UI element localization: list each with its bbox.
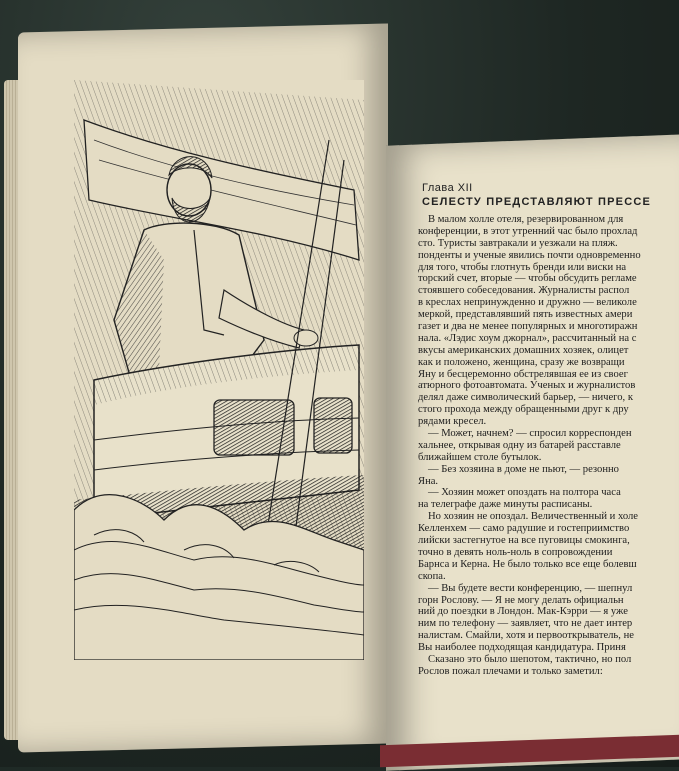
text-line: делял даже символический барьер, — ничего, к bbox=[418, 392, 634, 404]
text-line: — Вы будете вести конференцию, — шепнул bbox=[428, 582, 633, 594]
text-line: Но хозяин не опоздал. Величественный и холе bbox=[428, 511, 638, 523]
text-line: налистам. Смайли, хотя и первооткрыватель, не bbox=[418, 630, 634, 642]
text-line: Яну и бесцеремонно обстрелявшая ее из своег bbox=[418, 368, 628, 380]
text-line: хальнее, открывая одну из батарей расставле bbox=[418, 439, 621, 451]
chapter-title: СЕЛЕСТУ ПРЕДСТАВЛЯЮТ ПРЕССЕ bbox=[422, 196, 652, 208]
text-line: скопа. bbox=[418, 570, 446, 582]
text-line: на телеграфе даже минуты расписаны. bbox=[418, 499, 593, 511]
text-line: рядами кресел. bbox=[418, 416, 487, 428]
text-line: — Может, начнем? — спросил корреспонден bbox=[428, 428, 632, 440]
text-line: Сказано это было шепотом, тактично, но пол bbox=[428, 653, 632, 665]
text-line: атюрного фотоавтомата. Ученых и журналистов bbox=[418, 380, 636, 392]
text-line: — Хозяин может опоздать на полтора часа bbox=[428, 487, 621, 499]
text-line: как и положено, женщина, сразу же возвращи bbox=[418, 356, 625, 368]
text-line: Яна. bbox=[418, 475, 439, 487]
text-line: для того, чтобы глотнуть бренди или виски на bbox=[418, 261, 627, 273]
text-line: торский счет, вторые — чтобы обсудить регламе bbox=[418, 273, 637, 285]
chapter-text bbox=[418, 214, 679, 678]
text-line: в креслах непринужденно и дружно — великоле bbox=[418, 297, 637, 309]
text-line: — Без хозяина в доме не пьют, — резонно bbox=[428, 463, 619, 475]
text-line: меркой, представлявший пять известных амери bbox=[418, 309, 633, 321]
text-line: конференции, в этот утренний час было прохлад bbox=[418, 225, 638, 237]
text-line: нала. «Лэдис хоум джорнал», рассчитанный на с bbox=[418, 332, 637, 344]
text-line: стого прохода между обращенными друг к дру bbox=[418, 404, 629, 416]
chapter-label: Глава XII bbox=[422, 182, 473, 194]
text-line: газет и два не менее популярных и многотиражн bbox=[418, 321, 638, 333]
text-line: ближайшем столе бутылок. bbox=[418, 451, 542, 463]
text-line: точно в девять ноль-ноль в сопровождении bbox=[418, 546, 613, 558]
text-line: горн Рослову. — Я не могу делать официальн bbox=[418, 594, 624, 606]
text-line: Келленхем — само радушие и гостеприимство bbox=[418, 523, 630, 535]
text-line: сто. Туристы завтракали и уезжали на пляж. bbox=[418, 237, 618, 249]
text-line: Рослов пожал плечами и только заметил: bbox=[418, 665, 603, 677]
text-line: лийски застегнутое на все пуговицы смокинга, bbox=[418, 535, 630, 547]
text-line: Барнса и Керна. Не было только все еще болевш bbox=[418, 558, 637, 570]
engraving-illustration bbox=[74, 80, 364, 660]
text-line: Вы наиболее подходящая кандидатура. Приня bbox=[418, 642, 626, 654]
text-line: стоявшего собеседования. Журналисты распол bbox=[418, 285, 630, 297]
text-line: понденты и ученые явились почти одновременно bbox=[418, 249, 641, 261]
text-line: ний до поездки в Лондон. Мак-Кэрри — я уже bbox=[418, 606, 628, 618]
text-line: В малом холле отеля, резервированном для bbox=[428, 214, 624, 225]
text-line: вкусы американских домашних хозяек, олицет bbox=[418, 344, 629, 356]
text-line: ним по телефону — заявляет, что не дает интер bbox=[418, 618, 633, 630]
